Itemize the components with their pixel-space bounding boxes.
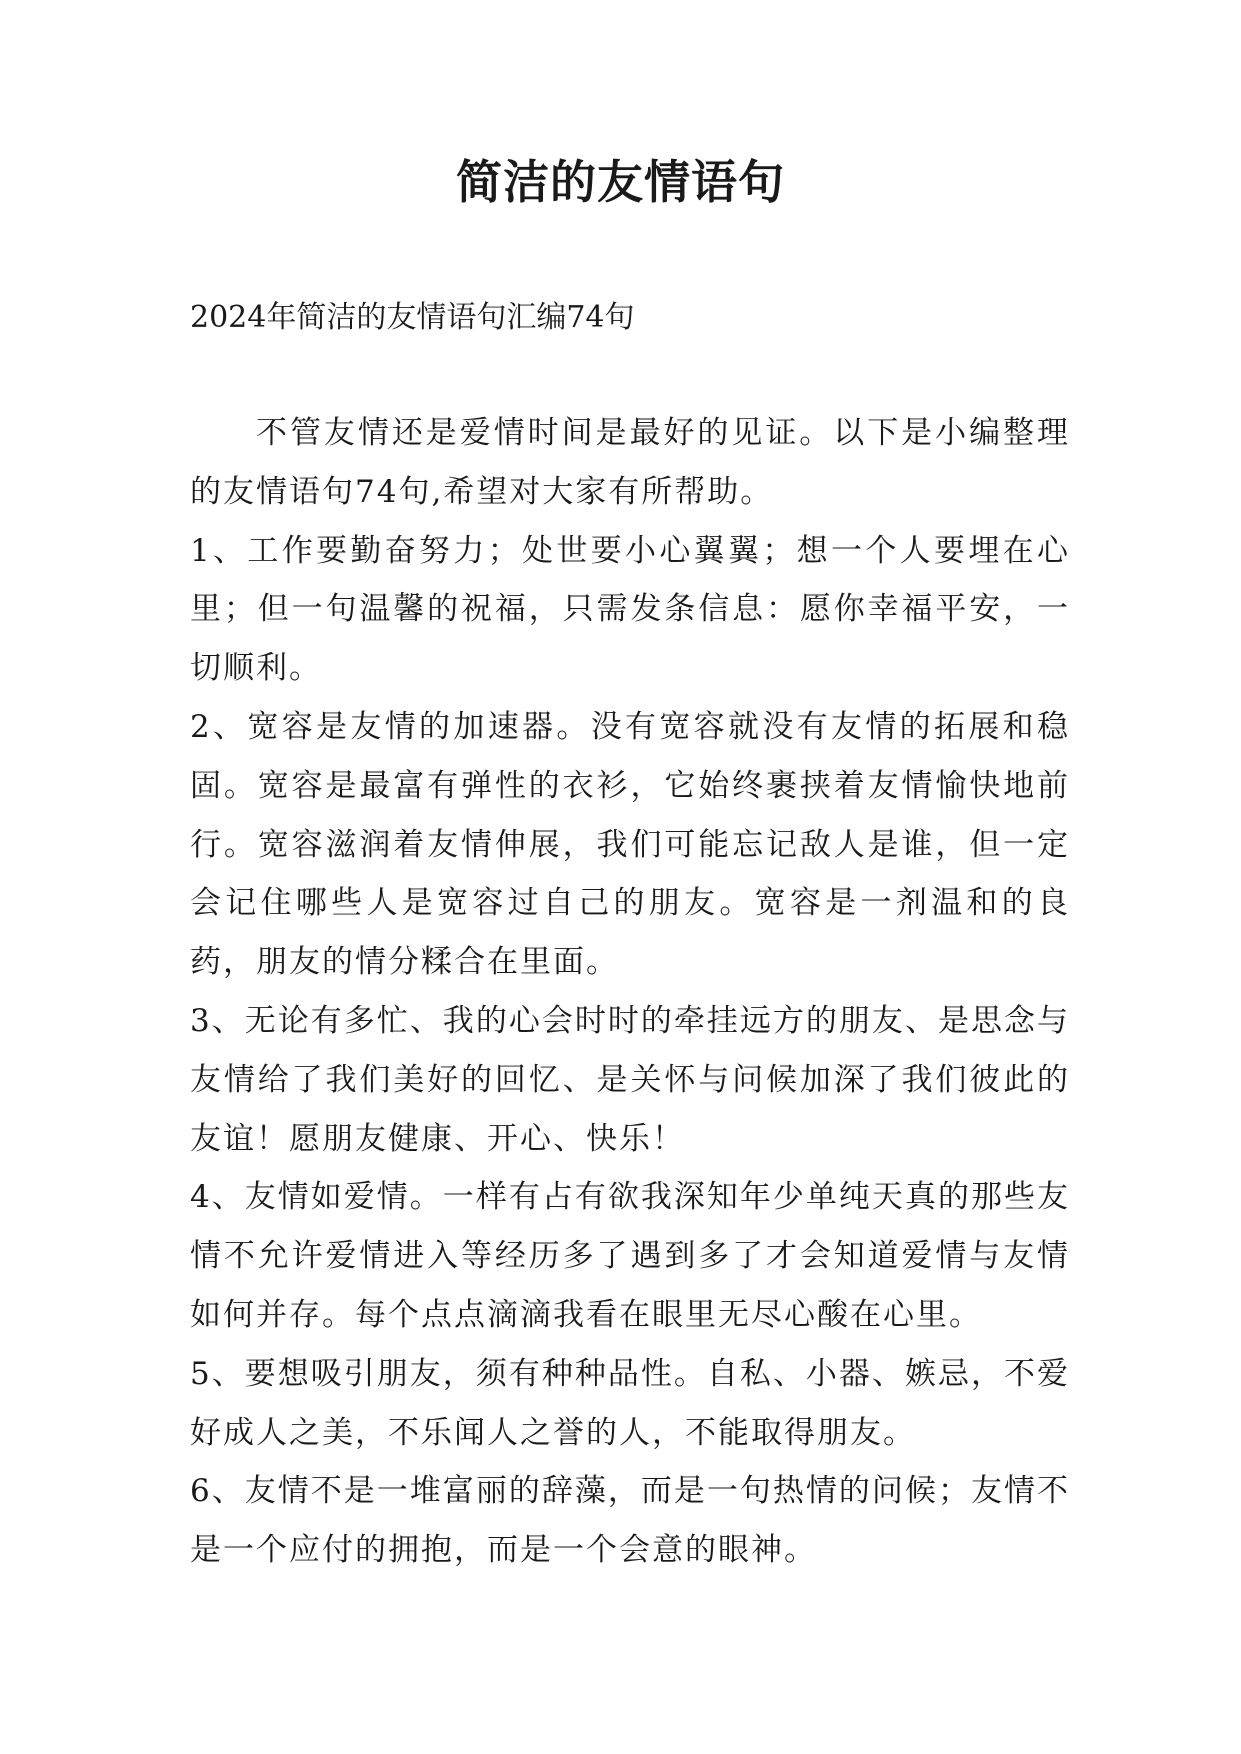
list-item: 2、宽容是友情的加速器。没有宽容就没有友情的拓展和稳固。宽容是最富有弹性的衣衫，它始终裹挟着友情愉快地前行。宽容滋润着友情伸展，我们可能忘记敌人是谁，但一定会记住哪些人是宽容过自己的朋友。宽容是一剂温和的良药，朋友的情分糅合在里面。 <box>190 708 1070 981</box>
list-item: 6、友情不是一堆富丽的辞藻，而是一句热情的问候；友情不是一个应付的拥抱，而是一个会意的眼神。 <box>190 1473 1070 1569</box>
list-item: 3、无论有多忙、我的心会时时的牵挂远方的朋友、是思念与友情给了我们美好的回忆、是关怀与问候加深了我们彼此的友谊！愿朋友健康、开心、快乐！ <box>190 1002 1070 1157</box>
list-item: 1、工作要勤奋努力；处世要小心翼翼；想一个人要埋在心里；但一句温馨的祝福，只需发条信息：愿你幸福平安，一切顺利。 <box>190 532 1070 687</box>
intro-paragraph: 不管友情还是爱情时间是最好的见证。以下是小编整理的友情语句74句,希望对大家有所帮助。 <box>190 415 1070 510</box>
document-body <box>190 404 1070 1580</box>
list-item: 4、友情如爱情。一样有占有欲我深知年少单纯天真的那些友情不允许爱情进入等经历多了遇到多了才会知道爱情与友情如何并存。每个点点滴滴我看在眼里无尽心酸在心里。 <box>190 1179 1070 1333</box>
document-title: 简洁的友情语句 <box>456 155 785 209</box>
list-item: 5、要想吸引朋友，须有种种品性。自私、小器、嫉忌，不爱好成人之美，不乐闻人之誉的人，不能取得朋友。 <box>190 1355 1070 1451</box>
document-subtitle: 2024年简洁的友情语句汇编74句 <box>190 300 635 335</box>
